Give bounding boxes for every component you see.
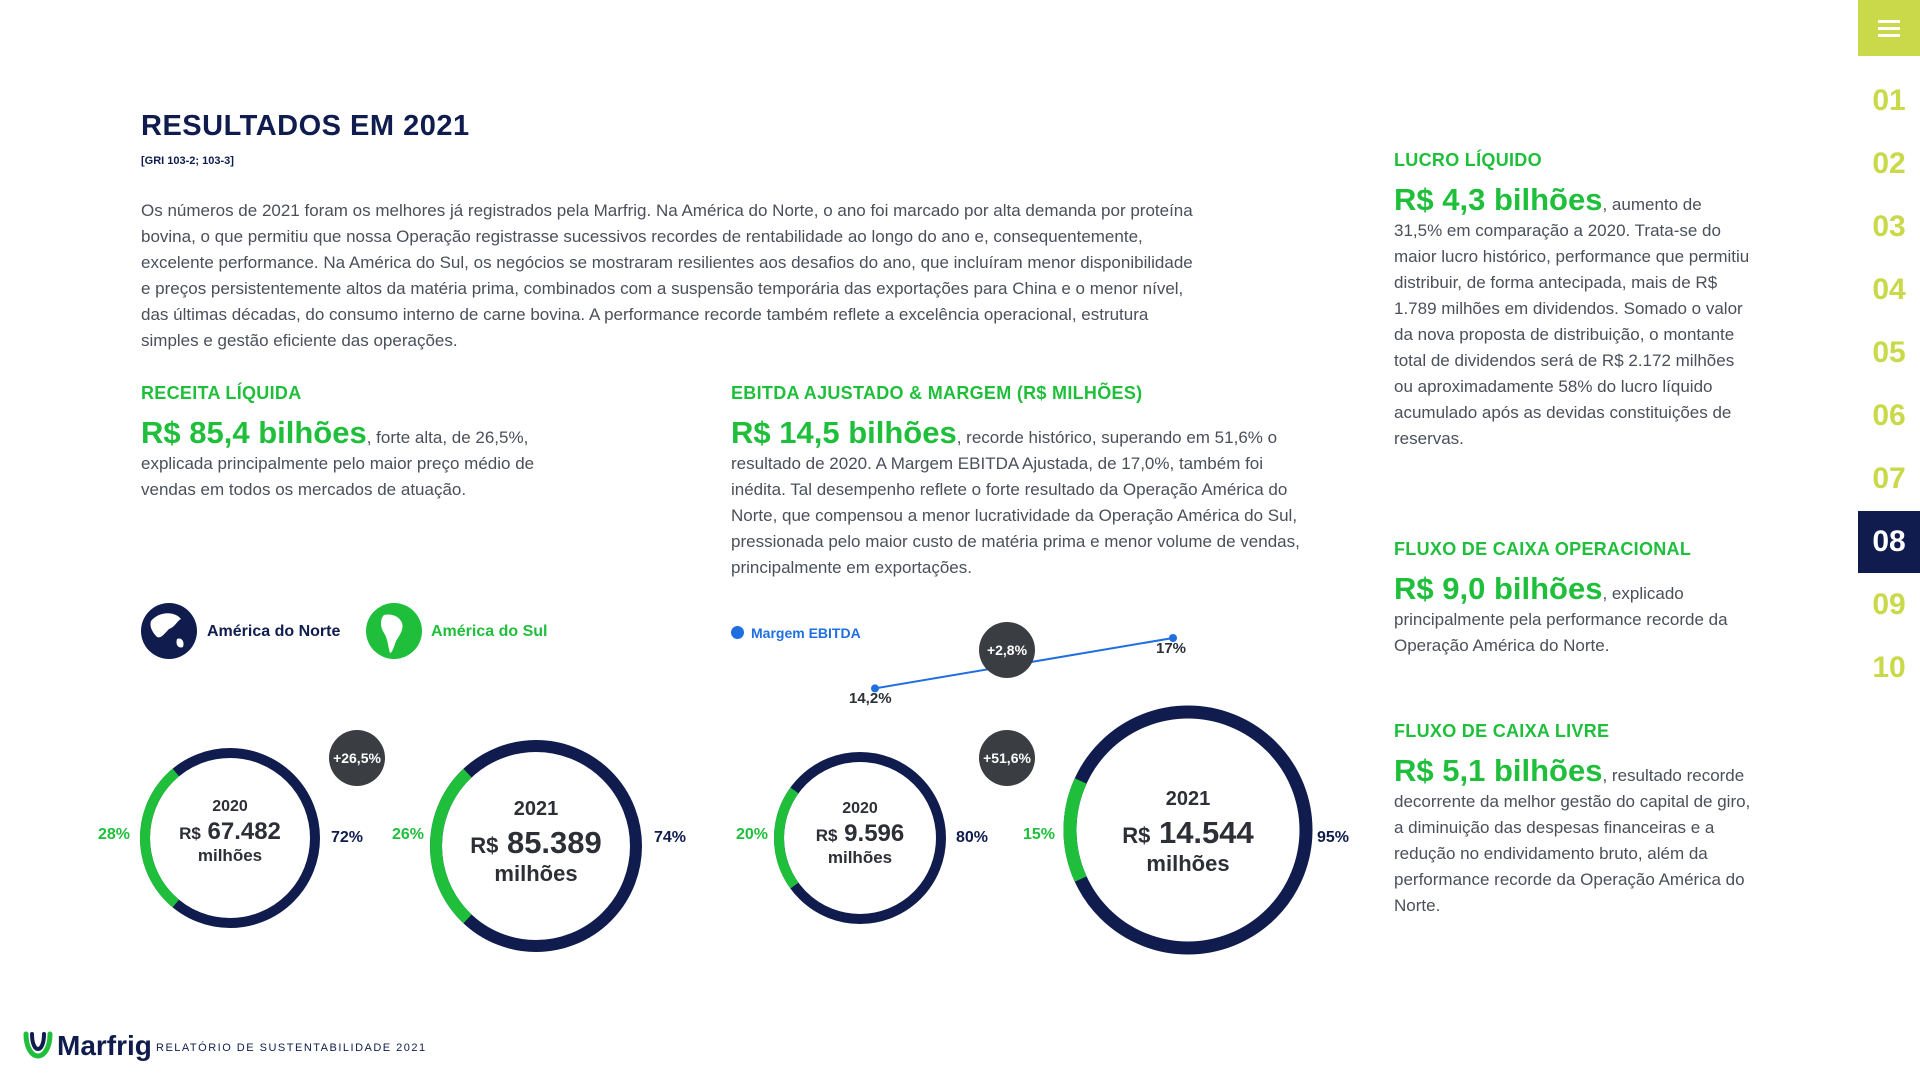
nav-chapter-09[interactable]: 09 — [1872, 588, 1906, 621]
ebitda-heading: EBITDA AJUSTADO & MARGEM (R$ MILHÕES) — [731, 383, 1143, 403]
menu-icon-bar — [1878, 20, 1900, 23]
receita-2020-unit: milhões — [197, 846, 263, 865]
nav-chapter-07[interactable]: 07 — [1872, 462, 1906, 495]
menu-icon-bar — [1878, 34, 1900, 37]
menu-button[interactable] — [1858, 0, 1920, 56]
lucro-paragraph — [1394, 182, 1754, 452]
fluxo-livre-text: , resultado recorde decorrente da melhor gestão do capital de giro, a diminuição das despesas financeiras e a redução no endividamento bruto, além da performance recorde da Operação América do Norte. — [1394, 766, 1751, 915]
receita-2020-south-pct: 28% — [98, 826, 131, 843]
receita-2020-north-pct: 72% — [331, 829, 364, 846]
margin-label-2021: 17% — [1156, 640, 1187, 657]
nav-chapter-10[interactable]: 10 — [1872, 651, 1906, 684]
fluxo-livre-paragraph — [1394, 753, 1754, 919]
legend-margin-ebitda: Margem EBITDA — [751, 625, 861, 641]
receita-2021-label — [436, 798, 636, 887]
report-label: RELATÓRIO DE SUSTENTABILIDADE 2021 — [156, 1042, 427, 1054]
menu-icon-bar — [1878, 27, 1900, 30]
receita-value: R$ 85,4 bilhões — [141, 415, 367, 450]
fluxo-operacional-value: R$ 9,0 bilhões — [1394, 571, 1603, 606]
margin-growth-badge: +2,8% — [979, 622, 1035, 678]
nav-chapter-03[interactable]: 03 — [1872, 210, 1906, 243]
ebitda-2021-south-slice — [1070, 781, 1081, 879]
nav-chapter-02[interactable]: 02 — [1872, 147, 1906, 180]
ebitda-2021-north-pct: 95% — [1317, 829, 1350, 846]
ebitda-growth-badge: +51,6% — [979, 730, 1035, 786]
receita-2020-year: 2020 — [212, 798, 248, 815]
ebitda-2020-label — [780, 800, 940, 868]
lucro-text: , aumento de 31,5% em comparação a 2020. Trata-se do maior lucro histórico, performance que permitiu distribuir, de forma antecipada, mais de R$ 1.789 milhões em dividendos. Somado o valor da nova proposta de distribuição, o montante total de dividendos será de R$ 2.172 milhões ou aproximadamente 58% do lucro líquido acumulado após as devidas constituições de reservas. — [1394, 195, 1750, 448]
ebitda-2020-unit: milhões — [827, 848, 893, 867]
fluxo-operacional-paragraph — [1394, 571, 1754, 659]
ebitda-2020-north-pct: 80% — [956, 829, 989, 846]
ebitda-text: , recorde histórico, superando em 51,6% o resultado de 2020. A Margem EBITDA Ajustada, de 17,0%, também foi inédita. Tal desempenho reflete o forte resultado da Operação América do Norte, que compensou a menor lucratividade da Operação América do Sul, pressionada pelo maior custo de matéria prima e menor volume de vendas, principalmente em exportações. — [731, 428, 1300, 577]
ebitda-2020-amount: R$ 9.596 — [815, 820, 905, 847]
receita-2021-year: 2021 — [513, 798, 559, 820]
ebitda-2021-unit: milhões — [1146, 851, 1230, 876]
receita-2020-label — [150, 798, 310, 866]
ebitda-2021-label — [1088, 788, 1288, 877]
receita-2020-amount: R$ 67.482 — [179, 818, 281, 845]
fluxo-livre-value: R$ 5,1 bilhões — [1394, 753, 1603, 788]
receita-2021-north-pct: 74% — [654, 829, 687, 846]
receita-2021-amount: R$ 85.389 — [470, 825, 602, 860]
marfrig-logo-icon — [22, 1028, 54, 1060]
nav-chapter-05[interactable]: 05 — [1872, 336, 1906, 369]
intro-paragraph: Os números de 2021 foram os melhores já registrados pela Marfrig. Na América do Norte, o ano foi marcado por alta demanda por proteína bovina, o que permitiu que nossa Operação registrasse sucessivos recordes de rentabilidade ao longo do ano e, consequentemente, excelente performance. Na América do Sul, os negócios se mostraram resilientes aos desafios do ano, que incluíram menor disponibilidade e preços persistentemente altos da matéria prima, combinados com a suspensão temporária das exportações para China e o menor nível, das últimas décadas, do consumo interno de carne bovina. A performance recorde também reflete a excelência operacional, estrutura simples e gestão eficiente das operações. — [141, 201, 1193, 350]
nav-chapter-06[interactable]: 06 — [1872, 399, 1906, 432]
ebitda-2021-year: 2021 — [1165, 788, 1211, 810]
ebitda-2020-south-pct: 20% — [736, 826, 769, 843]
receita-2021-unit: milhões — [494, 861, 578, 886]
ebitda-2020-year: 2020 — [842, 800, 878, 817]
ebitda-value: R$ 14,5 bilhões — [731, 415, 957, 450]
fluxo-livre-heading: FLUXO DE CAIXA LIVRE — [1394, 721, 1610, 741]
receita-text: , forte alta, de 26,5%, explicada principalmente pelo maior preço médio de vendas em todos os mercados de atuação. — [141, 428, 535, 499]
fluxo-operacional-heading: FLUXO DE CAIXA OPERACIONAL — [1394, 539, 1692, 559]
page-title: RESULTADOS EM 2021 — [141, 110, 470, 142]
nav-chapter-08[interactable]: 08 — [1858, 511, 1920, 573]
legend-south-america: América do Sul — [431, 623, 548, 640]
lucro-value: R$ 4,3 bilhões — [1394, 182, 1603, 217]
lucro-heading: LUCRO LÍQUIDO — [1394, 150, 1542, 170]
receita-growth-badge: +26,5% — [329, 730, 385, 786]
margin-label-2020: 14,2% — [849, 690, 892, 707]
nav-chapter-01[interactable]: 01 — [1872, 84, 1906, 117]
receita-heading: RECEITA LÍQUIDA — [141, 383, 302, 403]
gri-reference: [GRI 103-2; 103-3] — [141, 155, 234, 167]
receita-2021-south-pct: 26% — [392, 826, 425, 843]
legend-north-america: América do Norte — [207, 623, 341, 640]
brand-name: Marfrig — [57, 1030, 152, 1061]
nav-chapter-04[interactable]: 04 — [1872, 273, 1906, 306]
ebitda-2021-amount: R$ 14.544 — [1122, 815, 1254, 850]
fluxo-operacional-text: , explicado principalmente pela performance recorde da Operação América do Norte. — [1394, 584, 1728, 655]
ebitda-2021-south-pct: 15% — [1023, 826, 1056, 843]
